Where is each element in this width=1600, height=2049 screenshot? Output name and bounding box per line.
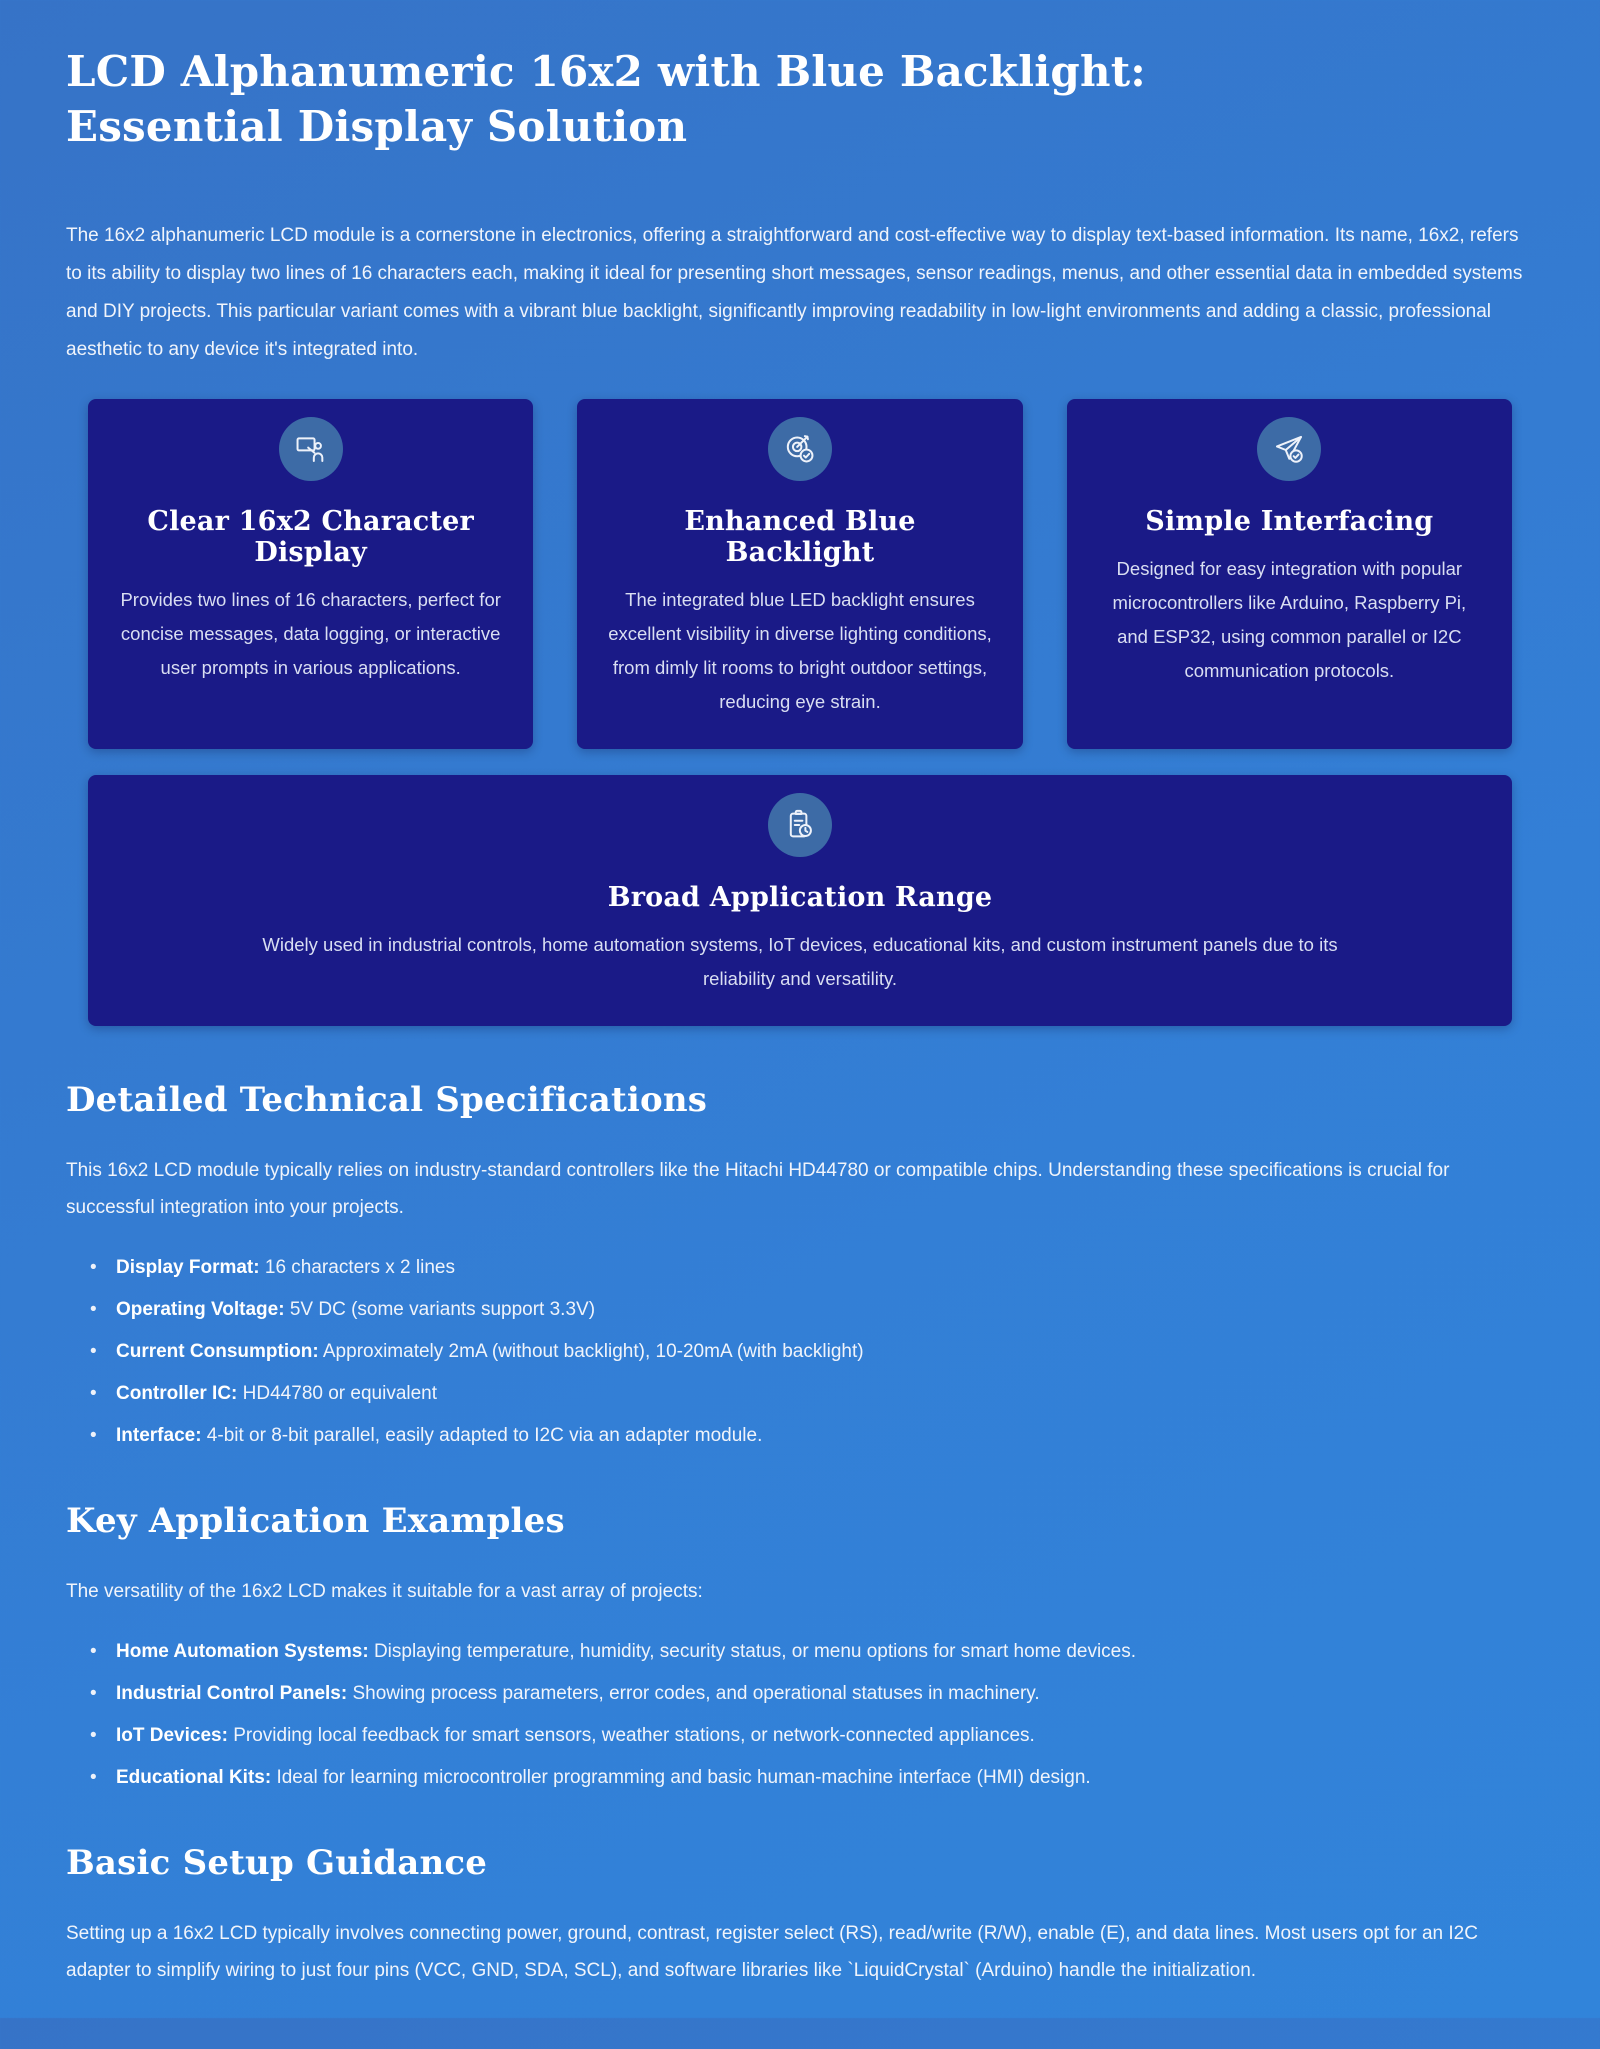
bullet-text: Displaying temperature, humidity, security status, or menu options for smart home devices. — [368, 1640, 1137, 1662]
bullet-text: 4-bit or 8-bit parallel, easily adapted to I2C via an adapter module. — [201, 1424, 763, 1446]
feature-card-broad-application — [88, 775, 1512, 1026]
bullet-label: Display Format: — [116, 1256, 260, 1278]
applications-list — [66, 1640, 1534, 1789]
target-arrow-check-icon — [768, 417, 832, 481]
card-title: Simple Interfacing — [1145, 505, 1434, 537]
list-item — [90, 1298, 1534, 1321]
bullet-text: HD44780 or equivalent — [237, 1382, 438, 1404]
bullet-label: Current Consumption: — [116, 1340, 319, 1362]
page-title: LCD Alphanumeric 16x2 with Blue Backlight: Essential Display Solution — [66, 47, 1147, 152]
list-item — [90, 1382, 1534, 1405]
bullet-text: Showing process parameters, error codes, and operational statuses in machinery. — [347, 1682, 1040, 1704]
bullet-label: Operating Voltage: — [116, 1298, 285, 1320]
bullet-text: 16 characters x 2 lines — [259, 1256, 455, 1278]
section-paragraph: The versatility of the 16x2 LCD makes it suitable for a vast array of projects: — [66, 1580, 703, 1602]
bullet-label: IoT Devices: — [116, 1724, 228, 1746]
bullet-label: Industrial Control Panels: — [116, 1682, 348, 1704]
airplane-check-icon — [1257, 417, 1321, 481]
section-application-examples — [66, 1501, 1534, 1789]
section-technical-specifications — [66, 1080, 1534, 1447]
bullet-label: Controller IC: — [116, 1382, 238, 1404]
card-title: Broad Application Range — [607, 881, 993, 913]
section-heading: Key Application Examples — [66, 1500, 565, 1541]
list-item — [90, 1682, 1534, 1705]
bullet-text: Providing local feedback for smart sensors, weather stations, or network-connected appliances. — [227, 1724, 1035, 1746]
section-setup-guidance — [66, 1843, 1534, 1989]
card-title: Clear 16x2 Character Display — [147, 505, 474, 568]
list-item — [90, 1766, 1534, 1789]
feature-card-backlight — [577, 399, 1022, 749]
feature-card-interfacing — [1067, 399, 1512, 749]
bullet-text: Ideal for learning microcontroller programming and basic human-machine interface (HMI) design. — [271, 1766, 1091, 1788]
intro-paragraph: The 16x2 alphanumeric LCD module is a cornerstone in electronics, offering a straightforward and cost-effective way to display text-based information. Its name, 16x2, refers to its ability to display two lines of 16 characters each, making it ideal for presenting short messages, sensor readings, menus, and other essential data in embedded systems and DIY projects. This particular variant comes with a vibrant blue backlight, significantly improving readability in low-light environments and adding a classic, professional aesthetic to any device it's integrated into. — [66, 224, 1523, 360]
list-item — [90, 1340, 1534, 1363]
section-heading: Basic Setup Guidance — [66, 1842, 488, 1883]
card-body: Designed for easy integration with popular microcontrollers like Arduino, Raspberry Pi, and ESP32, using common parallel or I2C communication protocols. — [1112, 557, 1467, 681]
bullet-text: Approximately 2mA (without backlight), 10-20mA (with backlight) — [318, 1340, 864, 1362]
list-item — [90, 1640, 1534, 1663]
card-title: Enhanced Blue Backlight — [684, 505, 916, 568]
bullet-label: Educational Kits: — [116, 1766, 272, 1788]
clipboard-clock-icon — [768, 793, 832, 857]
list-item — [90, 1724, 1534, 1747]
section-paragraph: This 16x2 LCD module typically relies on industry-standard controllers like the Hitachi HD44780 or compatible chips. Understanding these specifications is crucial for successful integration into your projects. — [66, 1159, 1450, 1218]
feature-card-character-display — [88, 399, 533, 749]
section-heading: Detailed Technical Specifications — [66, 1079, 708, 1120]
specs-list — [66, 1256, 1534, 1447]
list-item — [90, 1256, 1534, 1279]
bullet-text: 5V DC (some variants support 3.3V) — [284, 1298, 596, 1320]
card-body: Widely used in industrial controls, home automation systems, IoT devices, educational kits, and custom instrument panels due to its reliability and versatility. — [262, 933, 1338, 989]
card-body: Provides two lines of 16 characters, perfect for concise messages, data logging, or interactive user prompts in various applications. — [120, 588, 501, 678]
section-paragraph: Setting up a 16x2 LCD typically involves connecting power, ground, contrast, register select (RS), read/write (R/W), enable (E), and data lines. Most users opt for an I2C adapter to simplify wiring to just four pins (VCC, GND, SDA, SCL), and software libraries like `LiquidCrystal` (Arduino) handle the initialization. — [66, 1922, 1478, 1981]
feature-cards-row — [88, 399, 1512, 749]
bullet-label: Home Automation Systems: — [116, 1640, 369, 1662]
presentation-board-icon — [279, 417, 343, 481]
list-item — [90, 1424, 1534, 1447]
card-body: The integrated blue LED backlight ensures excellent visibility in diverse lighting conditions, from dimly lit rooms to bright outdoor settings, reducing eye strain. — [608, 588, 992, 712]
bullet-label: Interface: — [116, 1424, 202, 1446]
